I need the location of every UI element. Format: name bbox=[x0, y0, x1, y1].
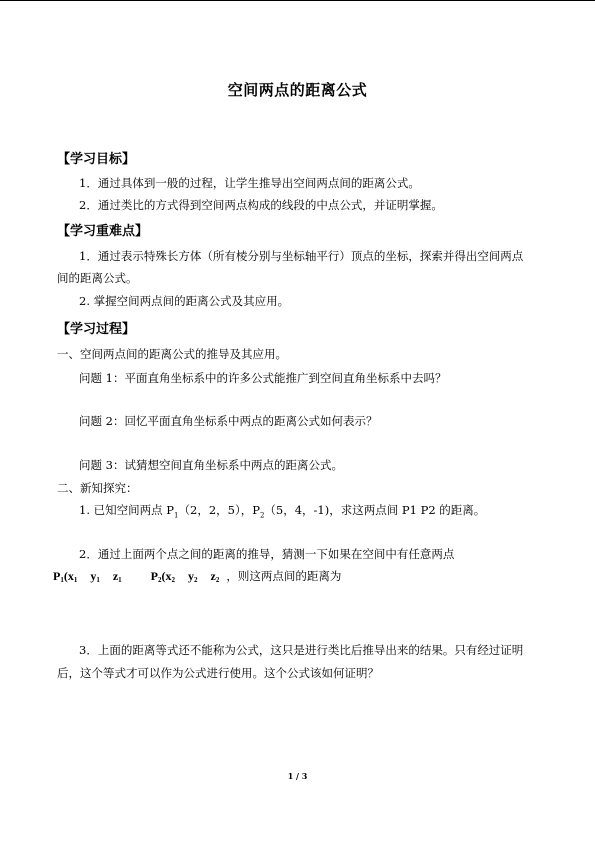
goal-2: 2．通过类比的方式得到空间两点构成的线段的中点公式，并证明掌握。 bbox=[79, 198, 443, 212]
new-item-3-line-1: 3．上面的距离等式还不能称为公式，这只是进行类比后推导出来的结果。只有经过证明 bbox=[79, 643, 524, 657]
question-1: 问题 1：平面直角坐标系中的许多公式能推广到空间直角坐标系中去吗？ bbox=[79, 371, 447, 385]
new-item-3-line-2: 后，这个等式才可以作为公式进行使用。这个公式该如何证明？ bbox=[57, 666, 379, 680]
new-item-2: 2．通过上面两个点之间的距离的推导，猜测一下如果在空间中有任意两点 bbox=[79, 547, 455, 561]
formula-line: $P_1(x_1$ $y_1$ $z_1$ $P_2(x_2$ $y_2$ $z_2$ ，则这两点间的距离为 bbox=[53, 569, 342, 584]
page-number: 1 / 3 bbox=[287, 771, 308, 781]
page-top-border bbox=[0, 0, 595, 1]
key-point-2: 2. 掌握空间两点间的距离公式及其应用。 bbox=[79, 294, 290, 308]
process-header: 【学习过程】 bbox=[57, 322, 136, 337]
goals-header: 【学习目标】 bbox=[57, 152, 136, 167]
goal-1: 1．通过具体到一般的过程，让学生推导出空间两点间的距离公式。 bbox=[79, 176, 420, 190]
question-3: 问题 3：试猜想空间直角坐标系中两点的距离公式。 bbox=[79, 458, 343, 472]
key-points-header: 【学习重难点】 bbox=[57, 224, 149, 239]
key-point-1-line-1: 1．通过表示特殊长方体（所有棱分别与坐标轴平行）顶点的坐标，探索并得出空间两点 bbox=[79, 249, 524, 263]
part-1-heading: 一、空间两点间的距离公式的推导及其应用。 bbox=[57, 347, 287, 361]
question-2: 问题 2：回忆平面直角坐标系中两点的距离公式如何表示？ bbox=[79, 414, 378, 428]
page-title: 空间两点的距离公式 bbox=[227, 81, 368, 99]
new-item-1: 1. 已知空间两点 $P_1(2$，2，5），$P_2(5$，4，-1)，求这两点间 P1 P2 的距离。 bbox=[79, 503, 486, 520]
part-2-heading: 二、新知探究： bbox=[57, 481, 138, 495]
key-point-1-line-2: 间的距离公式。 bbox=[57, 271, 138, 285]
